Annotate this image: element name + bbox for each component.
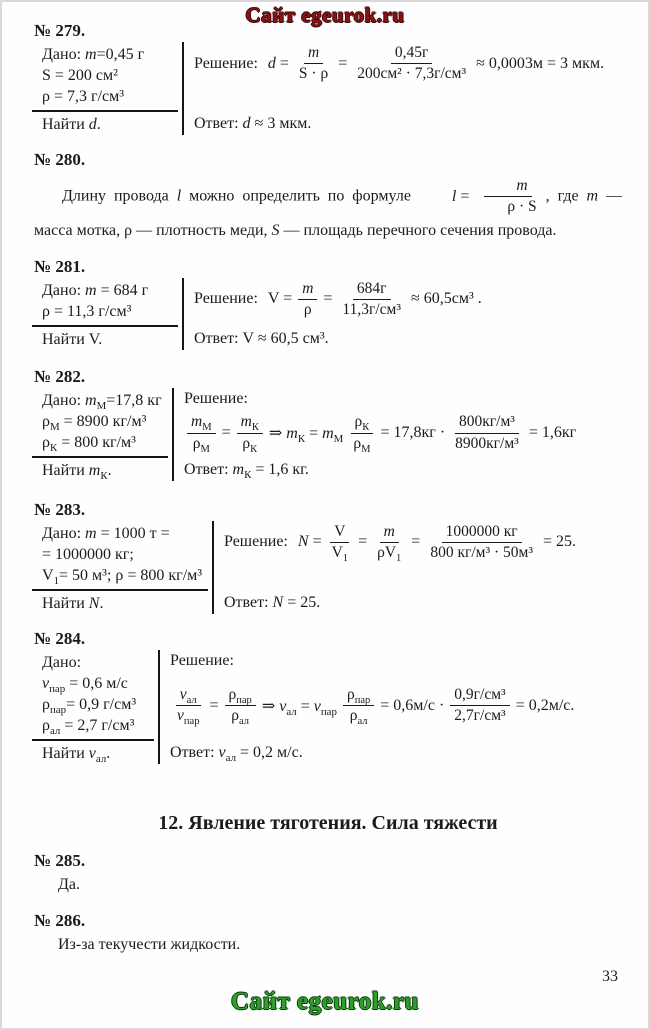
given-line: = 1000000 кг; bbox=[42, 545, 134, 563]
given-line: Дано: m = 1000 т = bbox=[42, 524, 170, 542]
equation-text: = bbox=[221, 424, 231, 442]
fraction-denominator: $\rho_{ал}$ bbox=[349, 707, 368, 728]
given-line: S = 200 см² bbox=[42, 67, 118, 84]
fraction-denominator: 200см² · 7,3г/см³ bbox=[357, 65, 467, 83]
solution-equation bbox=[265, 280, 485, 320]
solution-block bbox=[158, 650, 622, 764]
given-line: ρ = 7,3 г/см³ bbox=[42, 88, 125, 105]
given-line: $v_{пар} = 0,6$ м/с bbox=[42, 674, 128, 695]
solution-block bbox=[212, 521, 622, 614]
section-heading: 12. Явление тяготения. Сила тяжести bbox=[158, 811, 498, 834]
solution-line bbox=[194, 44, 622, 84]
fraction-denominator: $\rho_{ал}$ bbox=[231, 707, 250, 728]
equation-text: = 1,6кг bbox=[528, 424, 577, 442]
problem-number: № 286. bbox=[34, 910, 86, 930]
equation-text: d = bbox=[267, 54, 289, 72]
problem-number: № 280. bbox=[34, 150, 86, 169]
find-line: Найти N. bbox=[42, 594, 104, 612]
problem-285 bbox=[34, 850, 622, 896]
equation-text: = 25. bbox=[542, 533, 577, 551]
answer-text: Из-за текучести жидкости. bbox=[58, 935, 241, 953]
problem-body bbox=[40, 278, 622, 350]
solution-label: Решение: bbox=[224, 533, 288, 551]
given-line: $V_1= 50$ м³; ρ = 800 кг/м³ bbox=[42, 566, 203, 587]
solution-equation bbox=[170, 686, 622, 726]
fraction-numerator: 0,45г bbox=[391, 44, 432, 64]
find-line: Найти d. bbox=[42, 116, 101, 133]
solution-block bbox=[172, 388, 622, 481]
fraction-denominator: $\rho_М$ bbox=[353, 434, 371, 455]
fraction-denominator: 11,3г/см³ bbox=[342, 300, 401, 318]
page-number: 33 bbox=[602, 968, 618, 985]
solution-equation bbox=[184, 413, 622, 453]
given-block bbox=[40, 278, 182, 350]
fraction-numerator: m bbox=[484, 177, 531, 197]
given-rule bbox=[32, 325, 178, 327]
equation-text: = 17,8кг · bbox=[380, 424, 446, 442]
given-line: $\rho_К = 800$ кг/м³ bbox=[42, 433, 136, 454]
problem-number: № 283. bbox=[34, 499, 86, 519]
fraction-denominator: ρ bbox=[303, 300, 312, 318]
inline-equation bbox=[421, 177, 544, 217]
given-line: Дано: m = 684 г bbox=[42, 281, 149, 299]
fraction-numerator: $\rho_{пар}$ bbox=[225, 686, 256, 706]
problem-number: № 284. bbox=[34, 628, 86, 648]
problem-body bbox=[40, 521, 622, 614]
equation-fraction bbox=[349, 413, 374, 453]
fraction-denominator: S · ρ bbox=[298, 65, 329, 83]
given-block bbox=[40, 521, 212, 614]
find-line: Найти $m_К$. bbox=[42, 461, 112, 482]
fraction-denominator: $V_1$ bbox=[331, 543, 349, 564]
equation-text: = bbox=[209, 696, 219, 714]
problem-286 bbox=[34, 910, 622, 956]
equation-fraction bbox=[451, 413, 523, 453]
solution-line bbox=[224, 523, 622, 563]
problem-number: № 282. bbox=[34, 366, 86, 386]
equation-fraction bbox=[338, 280, 405, 320]
equation-fraction bbox=[237, 413, 263, 453]
solution-block bbox=[182, 278, 622, 350]
equation-fraction bbox=[187, 413, 216, 453]
answer-line: Ответ: d ≈ 3 мкм. bbox=[194, 115, 312, 132]
problem-body bbox=[40, 388, 622, 481]
given-line: Дано: $m_М=17,8$ кг bbox=[42, 391, 162, 412]
fraction-numerator: m bbox=[304, 44, 323, 64]
page-content bbox=[34, 2, 622, 956]
equation-fraction bbox=[373, 523, 405, 563]
given-block bbox=[40, 42, 182, 135]
equation-text: = bbox=[323, 290, 333, 308]
equation-fraction bbox=[295, 44, 332, 84]
find-line: Найти V. bbox=[42, 330, 103, 348]
fraction-denominator: 800 кг/м³ · 50м³ bbox=[430, 543, 533, 561]
equation-fraction bbox=[225, 686, 256, 726]
fraction-numerator: 684г bbox=[353, 280, 391, 300]
fraction-numerator: 0,9г/см³ bbox=[450, 686, 509, 706]
fraction-numerator: m bbox=[298, 280, 317, 300]
given-line: $\rho_{ал} = 2,7$ г/см³ bbox=[42, 716, 135, 737]
equation-fraction bbox=[343, 686, 374, 726]
solution-label: Решение: bbox=[184, 389, 248, 407]
equation-text: ≈ 60,5см³ . bbox=[410, 290, 482, 308]
fraction-numerator: $\rho_{пар}$ bbox=[343, 686, 374, 706]
solution-label: Решение: bbox=[194, 54, 258, 72]
problem-number: № 285. bbox=[34, 850, 86, 870]
fraction-numerator: $m_К$ bbox=[237, 413, 263, 433]
problem-number: № 279. bbox=[34, 21, 86, 40]
given-line: $\rho_{пар}= 0,9$ г/см³ bbox=[42, 695, 137, 716]
equation-fraction bbox=[353, 44, 470, 84]
equation-text: = bbox=[338, 54, 348, 72]
equation-text: = bbox=[358, 533, 368, 551]
fraction-numerator: 800кг/м³ bbox=[455, 413, 519, 433]
fraction-numerator: m bbox=[380, 523, 399, 543]
fraction-numerator: $m_М$ bbox=[187, 413, 216, 433]
equation-text: ⇒ $m_К = m_М$ bbox=[268, 425, 344, 446]
fraction-denominator: $\rho_М$ bbox=[192, 434, 210, 455]
equation-text: ≈ 0,0003м = 3 мкм. bbox=[476, 54, 605, 72]
problem-number: № 281. bbox=[34, 256, 86, 276]
fraction-denominator: ρ · S bbox=[507, 198, 537, 216]
fraction-denominator: 2,7г/см³ bbox=[454, 707, 506, 725]
problem-280 bbox=[34, 149, 622, 244]
solution-line bbox=[194, 280, 622, 320]
fraction-denominator: $\rho_К$ bbox=[242, 434, 258, 455]
equation-fraction bbox=[298, 280, 317, 320]
answer-line: Ответ: V ≈ 60,5 см³. bbox=[194, 329, 329, 347]
problem-body bbox=[40, 650, 622, 764]
find-line: Найти $v_{ал}$. bbox=[42, 744, 111, 765]
solution-block bbox=[182, 42, 622, 135]
given-line: $\rho_М = 8900$ кг/м³ bbox=[42, 412, 147, 433]
solution-equation bbox=[265, 44, 607, 84]
problem-279 bbox=[34, 20, 622, 135]
equation-fraction bbox=[450, 686, 509, 726]
fraction-denominator: $v_{пар}$ bbox=[177, 707, 200, 728]
equation-fraction bbox=[426, 523, 537, 563]
fraction-denominator: 8900кг/м³ bbox=[455, 434, 519, 452]
fraction-numerator: V bbox=[330, 523, 349, 543]
solution-equation bbox=[295, 523, 579, 563]
answer-line: Ответ: $v_{ал} = 0,2$ м/с. bbox=[170, 743, 303, 764]
answer-line: Ответ: N = 25. bbox=[224, 593, 321, 611]
problem-text bbox=[34, 177, 622, 244]
problem-body bbox=[40, 42, 622, 135]
equation-text: l = bbox=[451, 188, 470, 206]
answer-line: Ответ: $m_К = 1,6$ кг. bbox=[184, 460, 309, 481]
fraction-denominator: $\rho V_1$ bbox=[377, 543, 402, 564]
equation-text: N = bbox=[297, 533, 322, 551]
equation-text: = 0,2м/с. bbox=[515, 696, 575, 714]
equation-text: = bbox=[411, 533, 421, 551]
problem-283 bbox=[34, 499, 622, 614]
given-rule bbox=[32, 110, 178, 112]
given-rule bbox=[32, 589, 208, 591]
equation-fraction bbox=[328, 523, 352, 563]
problem-282 bbox=[34, 366, 622, 481]
given-block bbox=[40, 388, 172, 481]
solution-label: Решение: bbox=[194, 290, 258, 308]
text-before-formula: Длину провода l можно определить по формуле bbox=[62, 187, 419, 205]
given-rule bbox=[32, 739, 154, 741]
problem-284 bbox=[34, 628, 622, 764]
equation-text: ⇒ $v_{ал} = v_{пар}$ bbox=[261, 697, 337, 718]
equation-fraction bbox=[475, 177, 540, 217]
given-line: ρ = 11,3 г/см³ bbox=[42, 302, 132, 320]
fraction-numerator: 1000000 кг bbox=[442, 523, 522, 543]
solution-label: Решение: bbox=[170, 651, 234, 669]
given-line: Дано: m=0,45 г bbox=[42, 46, 145, 63]
fraction-numerator: $v_{ал}$ bbox=[176, 686, 201, 706]
equation-fraction bbox=[173, 686, 203, 726]
given-line: Дано: bbox=[42, 653, 82, 671]
answer-text: Да. bbox=[58, 875, 81, 893]
given-block bbox=[40, 650, 158, 764]
given-rule bbox=[32, 456, 168, 458]
site-watermark-header: Сайт egeurok.ru bbox=[245, 3, 405, 27]
equation-text: = 0,6м/с · bbox=[380, 696, 445, 714]
text-after-formula: , где m — масса мотка, ρ — плотность меди, S — площадь перечного сечения провода. bbox=[34, 187, 623, 239]
equation-text: V = bbox=[267, 290, 293, 308]
problem-281 bbox=[34, 256, 622, 350]
site-watermark-footer: Сайт egeurok.ru bbox=[231, 988, 419, 1015]
fraction-numerator: $\rho_К$ bbox=[351, 413, 374, 433]
